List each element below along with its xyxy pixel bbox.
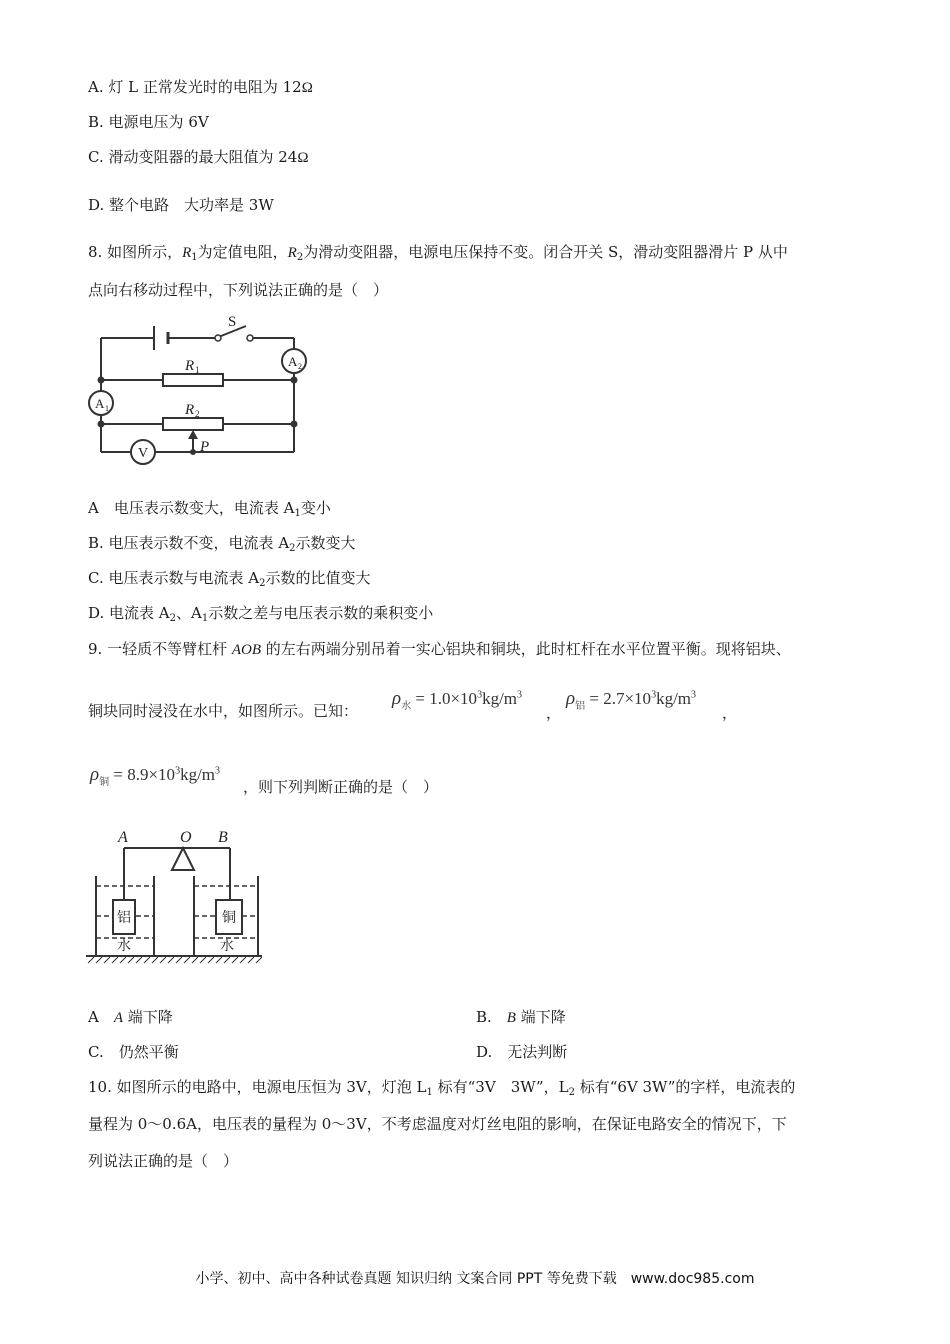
formula-value: = 8.9×10: [109, 765, 176, 784]
r1-label: R: [185, 358, 195, 374]
q8-stem-part: 为定值电阻，: [197, 243, 288, 261]
q8-option-b-text: 示数变大: [295, 534, 356, 552]
q8-option-c: [88, 567, 370, 595]
q7-option-a-text: A. 灯 L 正常发光时的电阻为 12: [88, 78, 302, 96]
q7-option-c: [88, 146, 309, 169]
voltmeter-label: V: [138, 446, 149, 461]
ohm-symbol: Ω: [297, 150, 309, 166]
switch-label: S: [228, 314, 237, 330]
water-right-label: 水: [220, 938, 234, 954]
q8-option-c-text: C. 电压表示数与电流表 A: [88, 569, 260, 587]
rho-symbol: ρ: [90, 764, 100, 785]
q8-circuit-diagram: [88, 312, 320, 472]
q8-option-d-text: 、A: [176, 604, 202, 622]
q8-option-d-text: D. 电流表 A: [88, 604, 170, 622]
q9-lever-diagram: [86, 826, 264, 966]
water-left-label: 水: [117, 938, 131, 954]
q8-option-a: [88, 497, 331, 525]
formula-value: = 2.7×10: [585, 689, 652, 708]
block-left-label: 铝: [117, 910, 131, 926]
q7-option-c-text: C. 滑动变阻器的最大阻值为 24: [88, 148, 298, 166]
lever-aob-symbol: AOB: [231, 642, 262, 658]
q9-option-b-text: B.: [476, 1008, 507, 1026]
subscript: 2: [289, 543, 296, 554]
q10-stem-line-1: [88, 1076, 795, 1104]
q10-stem-line-3: 列说法正确的是（ ）: [88, 1152, 239, 1170]
r1-label-sub: 1: [195, 365, 200, 375]
q10-stem-part: 10. 如图所示的电路中，电源电压恒为 3V，灯泡 L: [88, 1078, 427, 1096]
exponent: 3: [477, 689, 483, 701]
formula-unit: kg/m: [180, 765, 216, 784]
exponent: 3: [691, 689, 697, 701]
a2-label-sub: 2: [298, 362, 302, 371]
r2-label-sub: 2: [195, 409, 200, 419]
rho-subscript: 铜: [99, 777, 110, 788]
subscript: 1: [294, 508, 301, 519]
ohm-symbol: Ω: [301, 80, 313, 96]
q9-stem-part: 的左右两端分别吊着一实心铝块和铜块，此时杠杆在水平位置平衡。现将铝块、: [261, 640, 791, 658]
rho-subscript: 铝: [575, 701, 586, 712]
label-o: O: [180, 829, 192, 846]
subscript: 2: [568, 1087, 575, 1098]
q9-stem-part: 9. 一轻质不等臂杠杆: [88, 640, 232, 658]
q8-option-b: [88, 532, 356, 560]
q8-stem-line-2: 点向右移动过程中，下列说法正确的是（ ）: [88, 281, 389, 299]
label-b: B: [218, 829, 228, 846]
q8-option-b-text: B. 电压表示数不变，电流表 A: [88, 534, 290, 552]
q9-option-a: [88, 1006, 173, 1029]
formula-unit: kg/m: [482, 689, 518, 708]
q9-option-d: D. 无法判断: [476, 1043, 568, 1061]
exponent: 3: [517, 689, 523, 701]
q9-stem-line-2: 铜块同时浸没在水中，如图所示。已知：: [88, 702, 359, 720]
q8-option-d-text: 示数之差与电压表示数的乘积变小: [208, 604, 434, 622]
subscript: 1: [426, 1087, 433, 1098]
a1-label-sub: 1: [105, 404, 109, 413]
exponent: 3: [175, 765, 181, 777]
q8-stem-part: 为滑动变阻器，电源电压保持不变。闭合开关 S，滑动变阻器滑片 P 从中: [303, 243, 788, 261]
q9-stem-line-3: ，则下列判断正确的是（ ）: [243, 778, 439, 796]
formula-rho-water: [392, 688, 522, 712]
q9-option-c: C. 仍然平衡: [88, 1043, 179, 1061]
q9-option-a-text: 端下降: [123, 1008, 173, 1026]
a2-label: A: [288, 354, 298, 369]
r1-subscript: 1: [191, 252, 198, 263]
block-right-label: 铜: [222, 910, 236, 926]
q9-option-b-text: 端下降: [515, 1008, 566, 1026]
q10-stem-line-2: 量程为 0～0.6A，电压表的量程为 0～3V，不考虑温度对灯丝电阻的影响，在保证电路安全的情况下，下: [88, 1115, 787, 1133]
page-footer: 小学、初中、高中各种试卷真题 知识归纳 文案合同 PPT 等免费下载 www.doc985.com: [195, 1271, 755, 1287]
rho-symbol: ρ: [566, 688, 576, 709]
q8-stem-part: 8. 如图所示，: [88, 243, 183, 261]
exponent: 3: [215, 765, 221, 777]
q9-stem-line-1: [88, 638, 791, 661]
subscript: 2: [259, 578, 266, 589]
q8-option-d: [88, 602, 433, 630]
q7-option-b: B. 电源电压为 6V: [88, 113, 209, 131]
r2-symbol: R: [287, 245, 297, 261]
q7-option-a: [88, 76, 313, 99]
r1-symbol: R: [182, 245, 192, 261]
r2-label: R: [185, 402, 195, 418]
a1-label: A: [95, 396, 105, 411]
q8-option-a-text: A 电压表示数变大，电流表 A: [88, 499, 295, 517]
q7-option-d: D. 整个电路 大功率是 3W: [88, 196, 274, 214]
q10-stem-part: 标有“3V 3W”，L: [432, 1078, 569, 1096]
label-a: A: [118, 829, 128, 846]
formula-unit: kg/m: [656, 689, 692, 708]
formula-rho-aluminum: [566, 688, 696, 712]
slider-arrow-icon: [188, 430, 198, 439]
q8-option-a-text: 变小: [300, 499, 331, 517]
r2-subscript: 2: [296, 252, 304, 263]
formula-value: = 1.0×10: [411, 689, 478, 708]
subscript: 2: [169, 613, 177, 624]
q10-stem-part: 标有“6V 3W”的字样，电流表的: [574, 1078, 796, 1096]
q9-option-b: [476, 1006, 566, 1029]
slider-label: P: [200, 439, 210, 455]
q8-option-c-text: 示数的比值变大: [265, 569, 371, 587]
comma: ，: [546, 704, 562, 722]
formula-rho-copper: [90, 764, 220, 788]
rho-subscript: 水: [401, 701, 412, 712]
q8-stem-line-1: [88, 241, 788, 269]
comma: ，: [722, 704, 738, 722]
subscript: 1: [201, 613, 209, 624]
var-a: A: [113, 1010, 124, 1026]
rho-symbol: ρ: [392, 688, 402, 709]
var-b: B: [506, 1010, 516, 1026]
q9-option-a-text: A: [88, 1008, 114, 1026]
exponent: 3: [651, 689, 657, 701]
